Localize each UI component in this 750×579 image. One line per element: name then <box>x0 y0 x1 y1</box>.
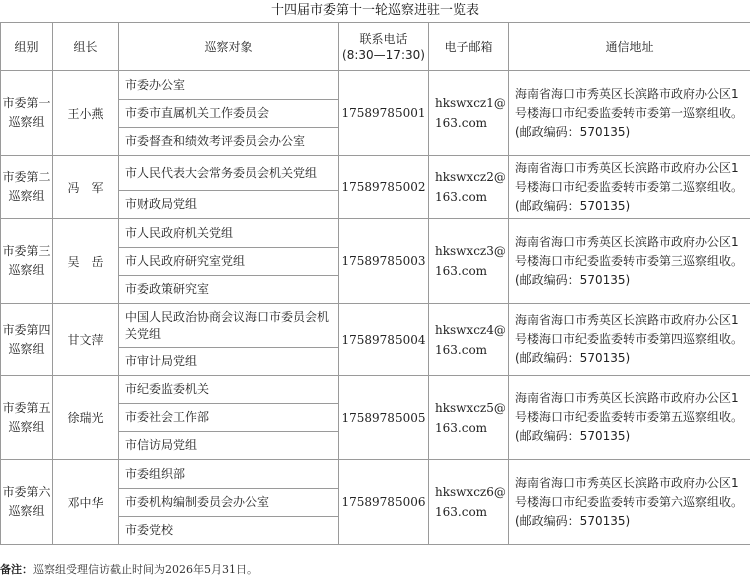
address-cell: 海南省海口市秀英区长滨路市政府办公区1号楼海口市纪委监委转市委第四巡察组收。(邮政编码：570135) <box>509 304 750 376</box>
address-cell: 海南省海口市秀英区长滨路市政府办公区1号楼海口市纪委监委转市委第五巡察组收。(邮政编码：570135) <box>509 376 750 460</box>
address-cell: 海南省海口市秀英区长滨路市政府办公区1号楼海口市纪委监委转市委第三巡察组收。(邮政编码：570135) <box>509 219 750 304</box>
phone-cell: 17589785001 <box>339 71 429 156</box>
email-cell: hkswxcz4@163.com <box>429 304 509 376</box>
table-row <box>1 304 750 348</box>
footnote-text: 巡察组受理信访截止时间为2026年5月31日。 <box>33 563 258 576</box>
email-cell: hkswxcz1@163.com <box>429 71 509 156</box>
target-cell: 市委督查和绩效考评委员会办公室 <box>119 128 339 156</box>
group-name-cell: 市委第一巡察组 <box>1 71 53 156</box>
target-cell: 市财政局党组 <box>119 191 339 219</box>
phone-cell: 17589785003 <box>339 219 429 304</box>
target-cell: 市委市直属机关工作委员会 <box>119 100 339 128</box>
phone-cell: 17589785006 <box>339 460 429 545</box>
footnote-label: 备注： <box>0 563 33 576</box>
target-cell: 市委党校 <box>119 517 339 545</box>
header-email: 电子邮箱 <box>429 23 509 71</box>
address-cell: 海南省海口市秀英区长滨路市政府办公区1号楼海口市纪委监委转市委第六巡察组收。(邮政编码：570135) <box>509 460 750 545</box>
header-phone-hours: (8:30—17:30) <box>342 47 425 62</box>
target-cell: 市委政策研究室 <box>119 276 339 304</box>
table-row <box>1 156 750 191</box>
email-cell: hkswxcz3@163.com <box>429 219 509 304</box>
table-row <box>1 219 750 248</box>
phone-cell: 17589785002 <box>339 156 429 219</box>
table-row <box>1 460 750 489</box>
leader-cell: 吴 岳 <box>53 219 119 304</box>
footnote <box>0 561 258 579</box>
group-name-cell: 市委第三巡察组 <box>1 219 53 304</box>
header-phone <box>339 23 429 71</box>
inspection-table <box>0 22 750 545</box>
target-cell: 市人民政府机关党组 <box>119 219 339 248</box>
target-cell: 市委机构编制委员会办公室 <box>119 489 339 517</box>
leader-cell: 冯 军 <box>53 156 119 219</box>
table-row <box>1 71 750 100</box>
email-cell: hkswxcz6@163.com <box>429 460 509 545</box>
target-cell: 市纪委监委机关 <box>119 376 339 404</box>
address-cell: 海南省海口市秀英区长滨路市政府办公区1号楼海口市纪委监委转市委第二巡察组收。(邮政编码：570135) <box>509 156 750 219</box>
target-cell: 市委组织部 <box>119 460 339 489</box>
target-cell: 市信访局党组 <box>119 432 339 460</box>
leader-cell: 邓中华 <box>53 460 119 545</box>
target-cell: 中国人民政治协商会议海口市委员会机关党组 <box>119 304 339 348</box>
header-phone-label: 联系电话 <box>359 31 408 46</box>
target-cell: 市委办公室 <box>119 71 339 100</box>
leader-cell: 王小燕 <box>53 71 119 156</box>
leader-cell: 徐瑞光 <box>53 376 119 460</box>
target-cell: 市委社会工作部 <box>119 404 339 432</box>
leader-cell: 甘文萍 <box>53 304 119 376</box>
email-cell: hkswxcz5@163.com <box>429 376 509 460</box>
group-name-cell: 市委第六巡察组 <box>1 460 53 545</box>
header-target: 巡察对象 <box>119 23 339 71</box>
header-group: 组别 <box>1 23 53 71</box>
phone-cell: 17589785005 <box>339 376 429 460</box>
target-cell: 市人民代表大会常务委员会机关党组 <box>119 156 339 191</box>
address-cell: 海南省海口市秀英区长滨路市政府办公区1号楼海口市纪委监委转市委第一巡察组收。(邮政编码：570135) <box>509 71 750 156</box>
page-title: 十四届市委第十一轮巡察进驻一览表 <box>270 3 479 18</box>
group-name-cell: 市委第四巡察组 <box>1 304 53 376</box>
group-name-cell: 市委第五巡察组 <box>1 376 53 460</box>
target-cell: 市人民政府研究室党组 <box>119 248 339 276</box>
target-cell: 市审计局党组 <box>119 348 339 376</box>
header-row <box>1 23 750 71</box>
header-address: 通信地址 <box>509 23 750 71</box>
phone-cell: 17589785004 <box>339 304 429 376</box>
header-leader: 组长 <box>53 23 119 71</box>
table-row <box>1 376 750 404</box>
group-name-cell: 市委第二巡察组 <box>1 156 53 219</box>
email-cell: hkswxcz2@163.com <box>429 156 509 219</box>
